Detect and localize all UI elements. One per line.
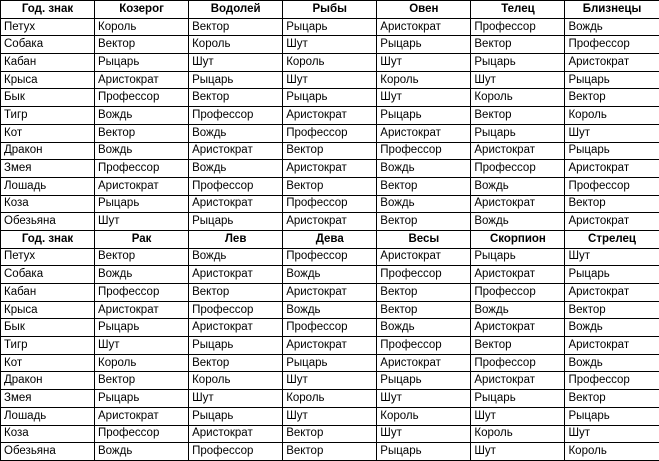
year-sign-cell: Кот <box>1 354 95 372</box>
type-cell: Аристократ <box>189 195 283 213</box>
type-cell: Профессор <box>377 266 471 284</box>
type-cell: Рыцарь <box>471 390 565 408</box>
table-row <box>1 443 659 461</box>
table-row <box>1 248 659 266</box>
type-cell: Шут <box>471 443 565 461</box>
type-cell: Вектор <box>283 142 377 160</box>
type-cell: Аристократ <box>283 107 377 125</box>
type-cell: Аристократ <box>565 337 659 355</box>
table-row <box>1 195 659 213</box>
type-cell: Вектор <box>283 443 377 461</box>
table-row <box>1 36 659 54</box>
type-cell: Вектор <box>283 177 377 195</box>
type-cell: Аристократ <box>471 319 565 337</box>
year-sign-cell: Кот <box>1 124 95 142</box>
type-cell: Король <box>565 443 659 461</box>
year-sign-cell: Дракон <box>1 372 95 390</box>
type-cell: Профессор <box>471 354 565 372</box>
type-cell: Вождь <box>95 142 189 160</box>
table-row <box>1 142 659 160</box>
type-cell: Аристократ <box>189 266 283 284</box>
type-cell: Вектор <box>377 284 471 302</box>
type-cell: Аристократ <box>565 160 659 178</box>
year-sign-cell: Змея <box>1 160 95 178</box>
type-cell: Аристократ <box>565 54 659 72</box>
type-cell: Вождь <box>471 213 565 231</box>
type-cell: Профессор <box>283 248 377 266</box>
type-cell: Аристократ <box>377 248 471 266</box>
type-cell: Вектор <box>95 36 189 54</box>
year-sign-cell: Тигр <box>1 337 95 355</box>
type-cell: Вектор <box>189 18 283 36</box>
zodiac-header: Рак <box>95 230 189 248</box>
type-cell: Рыцарь <box>189 337 283 355</box>
type-cell: Король <box>377 407 471 425</box>
type-cell: Вектор <box>471 36 565 54</box>
type-cell: Профессор <box>189 177 283 195</box>
type-cell: Король <box>95 18 189 36</box>
year-sign-cell: Петух <box>1 248 95 266</box>
zodiac-header: Овен <box>377 1 471 19</box>
type-cell: Аристократ <box>283 337 377 355</box>
type-cell: Аристократ <box>189 425 283 443</box>
zodiac-header: Водолей <box>189 1 283 19</box>
type-cell: Вождь <box>95 266 189 284</box>
type-cell: Вождь <box>377 319 471 337</box>
type-cell: Вождь <box>471 177 565 195</box>
year-sign-cell: Крыса <box>1 71 95 89</box>
type-cell: Вектор <box>565 89 659 107</box>
type-cell: Вождь <box>565 354 659 372</box>
type-cell: Вождь <box>189 248 283 266</box>
type-cell: Рыцарь <box>565 407 659 425</box>
type-cell: Шут <box>565 248 659 266</box>
year-sign-cell: Лошадь <box>1 177 95 195</box>
year-sign-cell: Бык <box>1 319 95 337</box>
type-cell: Аристократ <box>283 284 377 302</box>
table-row <box>1 390 659 408</box>
table-row <box>1 354 659 372</box>
table-row <box>1 425 659 443</box>
header-row <box>1 1 659 19</box>
type-cell: Аристократ <box>377 18 471 36</box>
type-cell: Аристократ <box>377 354 471 372</box>
type-cell: Вектор <box>377 177 471 195</box>
type-cell: Вектор <box>471 337 565 355</box>
type-cell: Вождь <box>565 18 659 36</box>
type-cell: Шут <box>471 71 565 89</box>
table-row <box>1 54 659 72</box>
year-sign-cell: Крыса <box>1 301 95 319</box>
type-cell: Профессор <box>95 284 189 302</box>
type-cell: Рыцарь <box>565 142 659 160</box>
table-row <box>1 107 659 125</box>
type-cell: Рыцарь <box>377 107 471 125</box>
type-cell: Шут <box>377 54 471 72</box>
type-cell: Аристократ <box>283 213 377 231</box>
year-sign-cell: Дракон <box>1 142 95 160</box>
type-cell: Профессор <box>95 425 189 443</box>
year-sign-cell: Змея <box>1 390 95 408</box>
type-cell: Вождь <box>95 107 189 125</box>
year-sign-cell: Обезьяна <box>1 213 95 231</box>
type-cell: Аристократ <box>565 213 659 231</box>
type-cell: Аристократ <box>95 177 189 195</box>
type-cell: Вектор <box>189 284 283 302</box>
type-cell: Вектор <box>565 390 659 408</box>
type-cell: Шут <box>565 425 659 443</box>
zodiac-header: Стрелец <box>565 230 659 248</box>
type-cell: Король <box>189 36 283 54</box>
year-sign-cell: Петух <box>1 18 95 36</box>
type-cell: Рыцарь <box>189 71 283 89</box>
type-cell: Профессор <box>189 301 283 319</box>
type-cell: Рыцарь <box>565 71 659 89</box>
type-cell: Профессор <box>283 319 377 337</box>
type-cell: Рыцарь <box>377 36 471 54</box>
type-cell: Король <box>471 89 565 107</box>
type-cell: Шут <box>189 54 283 72</box>
type-cell: Вождь <box>565 319 659 337</box>
type-cell: Аристократ <box>471 142 565 160</box>
year-sign-cell: Собака <box>1 36 95 54</box>
type-cell: Аристократ <box>565 284 659 302</box>
type-cell: Аристократ <box>377 124 471 142</box>
type-cell: Профессор <box>377 142 471 160</box>
type-cell: Шут <box>377 425 471 443</box>
table-row <box>1 89 659 107</box>
type-cell: Вектор <box>95 124 189 142</box>
type-cell: Вектор <box>189 354 283 372</box>
type-cell: Рыцарь <box>471 248 565 266</box>
year-sign-cell: Обезьяна <box>1 443 95 461</box>
type-cell: Шут <box>377 89 471 107</box>
type-cell: Рыцарь <box>377 372 471 390</box>
zodiac-header: Дева <box>283 230 377 248</box>
type-cell: Шут <box>189 390 283 408</box>
type-cell: Профессор <box>283 124 377 142</box>
type-cell: Профессор <box>471 18 565 36</box>
type-cell: Рыцарь <box>95 319 189 337</box>
type-cell: Вождь <box>189 124 283 142</box>
year-sign-cell: Кабан <box>1 284 95 302</box>
type-cell: Рыцарь <box>565 266 659 284</box>
table-body <box>1 1 659 461</box>
type-cell: Вектор <box>95 248 189 266</box>
type-cell: Король <box>283 54 377 72</box>
table-row <box>1 18 659 36</box>
type-cell: Вектор <box>95 372 189 390</box>
type-cell: Аристократ <box>95 301 189 319</box>
type-cell: Король <box>471 425 565 443</box>
type-cell: Шут <box>283 71 377 89</box>
type-cell: Рыцарь <box>471 54 565 72</box>
table-row <box>1 301 659 319</box>
type-cell: Аристократ <box>471 195 565 213</box>
type-cell: Шут <box>283 407 377 425</box>
type-cell: Профессор <box>565 177 659 195</box>
type-cell: Профессор <box>283 195 377 213</box>
table-row <box>1 124 659 142</box>
type-cell: Аристократ <box>189 319 283 337</box>
type-cell: Аристократ <box>471 266 565 284</box>
table-row <box>1 284 659 302</box>
type-cell: Профессор <box>565 36 659 54</box>
type-cell: Король <box>95 354 189 372</box>
type-cell: Вектор <box>565 195 659 213</box>
type-cell: Профессор <box>95 89 189 107</box>
type-cell: Вождь <box>95 443 189 461</box>
type-cell: Рыцарь <box>95 195 189 213</box>
type-cell: Рыцарь <box>95 390 189 408</box>
type-cell: Король <box>189 372 283 390</box>
type-cell: Рыцарь <box>283 89 377 107</box>
table-row <box>1 337 659 355</box>
table-row <box>1 407 659 425</box>
type-cell: Король <box>283 390 377 408</box>
table-row <box>1 319 659 337</box>
type-cell: Рыцарь <box>283 354 377 372</box>
type-cell: Шут <box>95 213 189 231</box>
type-cell: Профессор <box>95 160 189 178</box>
year-sign-header: Год. знак <box>1 230 95 248</box>
type-cell: Профессор <box>377 337 471 355</box>
type-cell: Шут <box>95 337 189 355</box>
type-cell: Вектор <box>565 301 659 319</box>
type-cell: Рыцарь <box>377 443 471 461</box>
table-row <box>1 213 659 231</box>
year-sign-cell: Кабан <box>1 54 95 72</box>
type-cell: Шут <box>283 372 377 390</box>
type-cell: Аристократ <box>471 372 565 390</box>
year-sign-cell: Тигр <box>1 107 95 125</box>
year-sign-cell: Бык <box>1 89 95 107</box>
type-cell: Вождь <box>283 266 377 284</box>
type-cell: Шут <box>283 36 377 54</box>
type-cell: Аристократ <box>95 71 189 89</box>
type-cell: Вождь <box>377 160 471 178</box>
type-cell: Шут <box>565 124 659 142</box>
type-cell: Вектор <box>377 213 471 231</box>
year-sign-cell: Лошадь <box>1 407 95 425</box>
zodiac-header: Близнецы <box>565 1 659 19</box>
type-cell: Аристократ <box>95 407 189 425</box>
table-row <box>1 372 659 390</box>
type-cell: Аристократ <box>189 142 283 160</box>
zodiac-header: Рыбы <box>283 1 377 19</box>
year-sign-header: Год. знак <box>1 1 95 19</box>
zodiac-header: Козерог <box>95 1 189 19</box>
type-cell: Вектор <box>283 425 377 443</box>
type-cell: Профессор <box>565 372 659 390</box>
year-sign-cell: Коза <box>1 195 95 213</box>
type-cell: Рыцарь <box>95 54 189 72</box>
type-cell: Профессор <box>471 160 565 178</box>
zodiac-header: Скорпион <box>471 230 565 248</box>
zodiac-header: Лев <box>189 230 283 248</box>
type-cell: Вектор <box>471 107 565 125</box>
type-cell: Рыцарь <box>189 213 283 231</box>
type-cell: Профессор <box>471 284 565 302</box>
table-row <box>1 177 659 195</box>
table-row <box>1 266 659 284</box>
zodiac-header: Весы <box>377 230 471 248</box>
type-cell: Вождь <box>189 160 283 178</box>
type-cell: Профессор <box>189 107 283 125</box>
zodiac-header: Телец <box>471 1 565 19</box>
type-cell: Шут <box>377 390 471 408</box>
year-sign-cell: Собака <box>1 266 95 284</box>
type-cell: Профессор <box>189 443 283 461</box>
type-cell: Король <box>565 107 659 125</box>
type-cell: Вектор <box>189 89 283 107</box>
type-cell: Аристократ <box>283 160 377 178</box>
type-cell: Рыцарь <box>471 124 565 142</box>
type-cell: Вождь <box>283 301 377 319</box>
type-cell: Рыцарь <box>189 407 283 425</box>
year-sign-cell: Коза <box>1 425 95 443</box>
type-cell: Рыцарь <box>283 18 377 36</box>
header-row <box>1 230 659 248</box>
type-cell: Вождь <box>471 301 565 319</box>
type-cell: Шут <box>471 407 565 425</box>
type-cell: Король <box>377 71 471 89</box>
table-row <box>1 71 659 89</box>
type-cell: Вождь <box>377 195 471 213</box>
table-row <box>1 160 659 178</box>
type-cell: Вектор <box>377 301 471 319</box>
